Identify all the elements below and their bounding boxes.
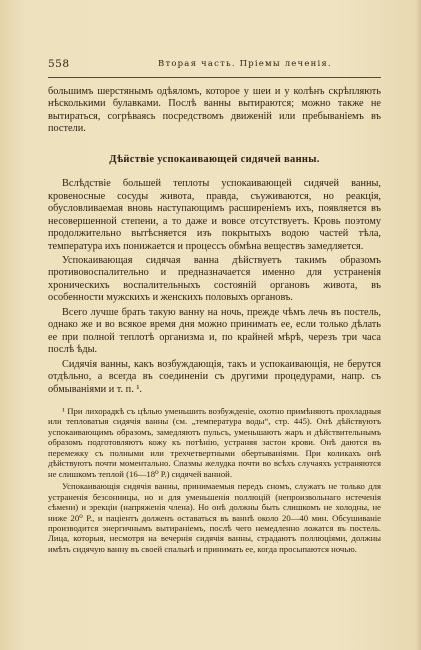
paragraph: Сидячія ванны, какъ возбуждающія, такъ и успокаивающія, не берутся отдѣльно, а всегда въ соединеніи съ другими процедурами, напр. съ обмываніями и т. п. ¹. bbox=[48, 358, 381, 395]
section-title: Дѣйствіе успокаивающей сидячей ванны. bbox=[109, 153, 320, 165]
footnote: Успокаивающія сидячія ванны, принимаемыя передъ сномъ, служатъ не только для устраненія безсонницы, но и для уменьшенія поллюцій (непроизвольнаго истеченія сѣмени) и эрекціи (напряженія члена). Но онѣ должны быть слишкомъ не холодны, не ниже 20⁰ Р., и паціентъ долженъ оставаться въ ваннѣ около 20—40 мин. Обсушиваніе производится энергичнымъ вытираніемъ, послѣ чего немедленно ложатся въ постель. Лица, которыя, несмотря на вечернія сидячія ванны, страдаютъ поллюціями, должны имѣть сидячую ванну въ своей спальнѣ и принимать ее, когда просыпаются ночью. bbox=[48, 481, 381, 554]
page-body bbox=[48, 86, 381, 554]
intro-paragraph: большимъ шерстянымъ одѣяломъ, которое у шеи и у колѣнъ скрѣпляють нѣсколькими булавками. Послѣ ванны вытираются; можно также не вытираться, согрѣваясь посредствомъ движеній или пребываніемъ въ постели. bbox=[48, 86, 381, 135]
running-title: Вторая часть. Пріемы леченія. bbox=[158, 59, 332, 69]
paragraph: Успокаивающая сидячая ванна дѣйствуетъ такимъ образомъ противовоспалительно и предназначается именно для устраненія хроническихъ воспалительныхъ состояній органовъ живота, въ особенности мужскихъ и женскихъ половыхъ органовъ. bbox=[48, 254, 381, 304]
header-rule bbox=[48, 77, 381, 78]
paragraph: Всего лучше брать такую ванну на ночь, прежде чѣмъ лечь въ постель, однако же и во всякое время дня можно принимать ее, если только дѣлать ее при полной теплотѣ организма и, по крайней мѣрѣ, черезъ три часа послѣ ѣды. bbox=[48, 306, 381, 356]
page-header bbox=[48, 58, 378, 72]
paragraph: Вслѣдствіе большей теплоты успокаивающей сидячей ванны, кровеносные сосуды живота, правда, съуживаются, но реакція, обусловливаемая вновь наступающимъ расширеніемъ ихъ, появляется въ несовершенной степени, а то даже и вовсе отсутствуетъ. Кровь поэтому продолжительно вытѣсняется изъ покрытыхъ водою частей тѣла, температура ихъ понижается и процессъ обмѣна веществъ замедляется. bbox=[48, 178, 381, 252]
page-number: 558 bbox=[48, 58, 70, 70]
page-edge-shadow bbox=[416, 0, 421, 650]
footnote: ¹ При лихорадкѣ съ цѣлью уменьшить возбужденіе, охотно примѣняютъ прохладныя или тепловатыя сидячія ванны (см. „температура воды“, стр. 445). Онѣ дѣйствуютъ успокаивающимъ образомъ, замедляютъ пульсъ, уменьшаютъ жаръ и дѣйствительнымъ образомъ подготовляютъ кожу къ потѣнію, устраняя застои крови. Онѣ даются въ перемежку съ полными или трехчетвертными обертываніями. При коликахъ онѣ дѣйствуютъ почти моментально. Спазмы желудка почти во всѣхъ случаяхъ устраняются не слишкомъ теплой (16—18⁰ Р.) сидячей ванной. bbox=[48, 405, 381, 479]
footnotes bbox=[48, 406, 381, 554]
